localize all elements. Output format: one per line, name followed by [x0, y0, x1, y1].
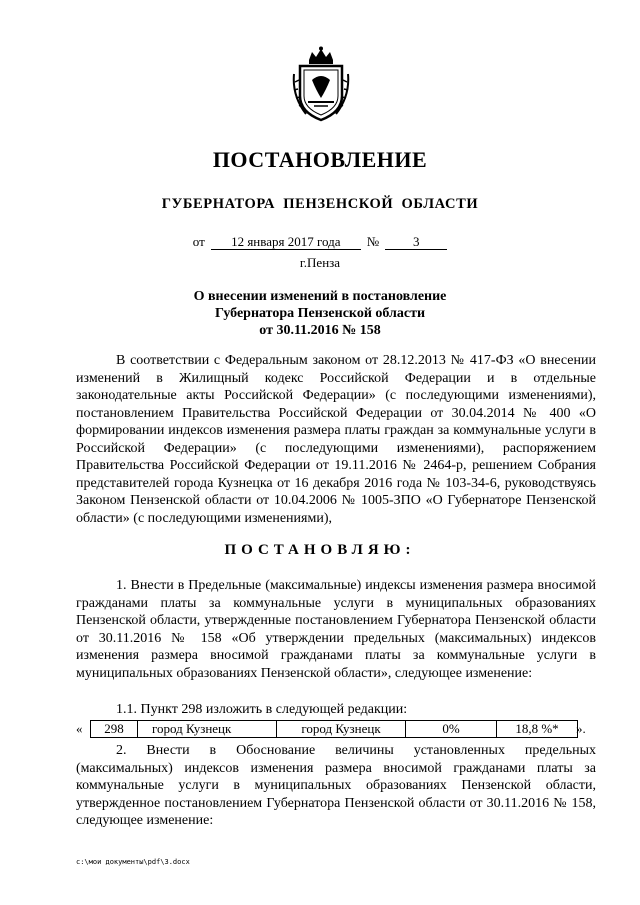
heading-line: О внесении изменений в постановление	[193, 289, 447, 304]
close-quote: ».	[576, 721, 586, 736]
document-date: 12 января 2017 года	[211, 235, 361, 250]
decree-word: ПОСТАНОВЛЯЮ:	[224, 542, 416, 558]
item-1-1-paragraph: 1.1. Пункт 298 изложить в следующей редакции:	[116, 702, 408, 717]
preamble-paragraph	[76, 352, 596, 527]
document-number: 3	[385, 235, 447, 250]
amendment-table	[90, 720, 578, 738]
document-subtitle: ГУБЕРНАТОРА ПЕНЗЕНСКОЙ ОБЛАСТИ	[161, 196, 479, 212]
paragraph-text: В соответствии с Федеральным законом от 28.12.2013 № 417-ФЗ «О внесении изменений в Жилищный кодекс Российской Федерации и в отдельные законодательные акты Российской Федерации» (с последующими изменениями), постановлением Правительства Российской Федерации от 30.04.2014 № 400 «О формировании индексов изменения размера платы граждан за коммунальные услуги в Российской Федерации» (с последующими изменениями), распоряжением Правительства Российской Федерации от 19.11.2016 № 2464-р, решением Собрания представителей города Кузнецка от 16 декабря 2016 года № 103-34-6, руководствуясь Законом Пензенской области от 10.04.2006 № 1005-ЗПО «О Губернаторе Пензенской области» (с последующими изменениями),	[76, 353, 596, 526]
table-cell-municipality: город Кузнецк	[138, 721, 277, 738]
document-city: г.Пенза	[299, 255, 341, 270]
table-cell-index-2: 18,8 %*	[497, 721, 578, 738]
item-2-paragraph	[76, 742, 596, 830]
paragraph-text: 1. Внести в Предельные (максимальные) индексы изменения размера вносимой гражданами платы за коммунальные услуги в муниципальных образованиях Пензенской области, утвержденные постановлением Губернатора Пензенской области от 30.11.2016 № 158 «Об утверждении предельных (максимальных) индексов изменения размера вносимой гражданами платы за коммунальные услуги в муниципальных образованиях Пензенской области», следующее изменение:	[76, 578, 596, 681]
heading-line: от 30.11.2016 № 158	[259, 323, 381, 338]
open-quote: «	[76, 721, 83, 736]
table-cell-number: 298	[91, 721, 138, 738]
item-1-paragraph	[76, 577, 596, 682]
heading-line: Губернатора Пензенской области	[214, 306, 426, 321]
coat-of-arms-emblem	[292, 46, 350, 124]
table-cell-settlement: город Кузнецк	[277, 721, 406, 738]
table-cell-index-1: 0%	[406, 721, 497, 738]
file-path-footer: c:\мои документы\pdf\3.docx	[76, 858, 190, 866]
document-heading	[0, 288, 640, 339]
paragraph-text: 2. Внести в Обоснование величины установленных предельных (максимальных) индексов изменения размера вносимой гражданами платы за коммунальные услуги в муниципальных образованиях Пензенской области, утвержденное постановлением Губернатора Пензенской области от 30.11.2016 № 158, следующее изменение:	[76, 743, 596, 828]
amendment-table-row	[76, 720, 596, 738]
number-prefix: №	[366, 234, 380, 249]
date-prefix: от	[192, 234, 205, 249]
date-number-line	[0, 234, 640, 250]
document-title: ПОСТАНОВЛЕНИЕ	[212, 147, 428, 172]
